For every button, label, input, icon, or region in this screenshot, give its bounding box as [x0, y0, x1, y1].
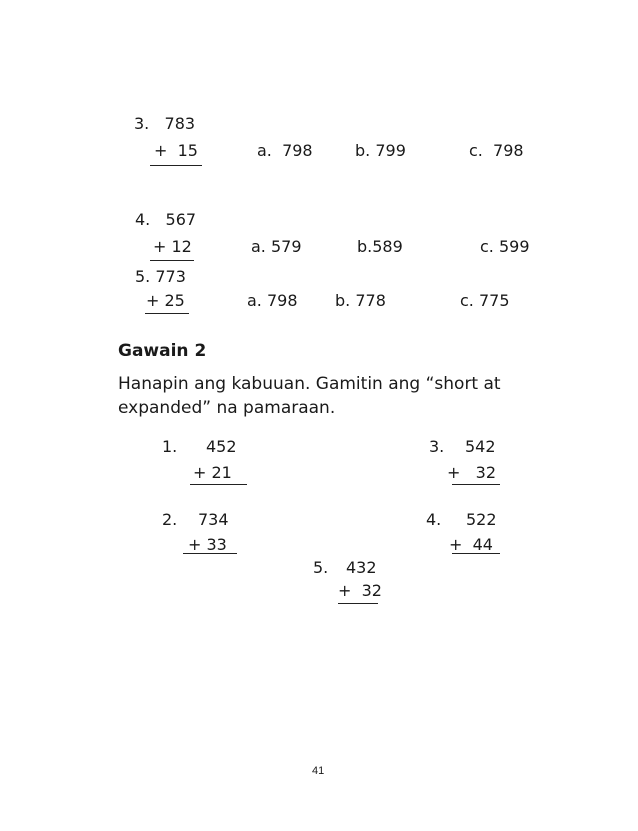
- quiz-5-sum-line: [145, 313, 189, 314]
- problem-5-top: 432: [346, 558, 377, 577]
- problem-2-top: 734: [198, 510, 229, 529]
- problem-2-number: 2.: [162, 510, 178, 529]
- problem-5-bottom: + 32: [338, 581, 382, 600]
- problem-4-sum-line: [452, 553, 500, 554]
- problem-5-sum-line: [338, 603, 378, 604]
- quiz-4-bottom: + 12: [153, 237, 192, 256]
- problem-4-top: 522: [466, 510, 497, 529]
- page-number: 41: [312, 765, 325, 777]
- problem-3-number: 3.: [429, 437, 445, 456]
- problem-4-bottom: + 44: [449, 535, 493, 554]
- quiz-3-choice-a: a. 798: [257, 141, 313, 160]
- problem-4-number: 4.: [426, 510, 442, 529]
- problem-2-sum-line: [183, 553, 237, 554]
- quiz-5-top: 5. 773: [135, 267, 186, 286]
- instructions: Hanapin ang kabuuan. Gamitin ang “short at expanded” na pamaraan.: [118, 374, 501, 418]
- quiz-3-bottom: + 15: [154, 141, 198, 160]
- problem-3-bottom: + 32: [447, 463, 497, 482]
- quiz-4-choice-a: a. 579: [251, 237, 302, 256]
- problem-3-sum-line: [452, 484, 500, 485]
- quiz-3-choice-b: b. 799: [355, 141, 406, 160]
- quiz-5-choice-a: a. 798: [247, 291, 298, 310]
- quiz-5-choice-b: b. 778: [335, 291, 386, 310]
- quiz-4-choice-c: c. 599: [480, 237, 530, 256]
- problem-2-bottom: + 33: [188, 535, 227, 554]
- quiz-3-top: 3. 783: [134, 114, 196, 133]
- quiz-4-sum-line: [150, 260, 194, 261]
- problem-1-sum-line: [190, 484, 247, 485]
- quiz-3-choice-c: c. 798: [469, 141, 524, 160]
- problem-3-top: 542: [465, 437, 496, 456]
- problem-1-number: 1.: [162, 437, 178, 456]
- problem-1-bottom: + 21: [193, 463, 232, 482]
- quiz-5-bottom: + 25: [146, 291, 185, 310]
- problem-5-number: 5.: [313, 558, 329, 577]
- quiz-5-choice-c: c. 775: [460, 291, 510, 310]
- section-title: Gawain 2: [118, 341, 207, 361]
- problem-1-top: 452: [206, 437, 237, 456]
- quiz-4-top: 4. 567: [135, 210, 197, 229]
- quiz-3-sum-line: [150, 165, 202, 166]
- quiz-4-choice-b: b.589: [357, 237, 403, 256]
